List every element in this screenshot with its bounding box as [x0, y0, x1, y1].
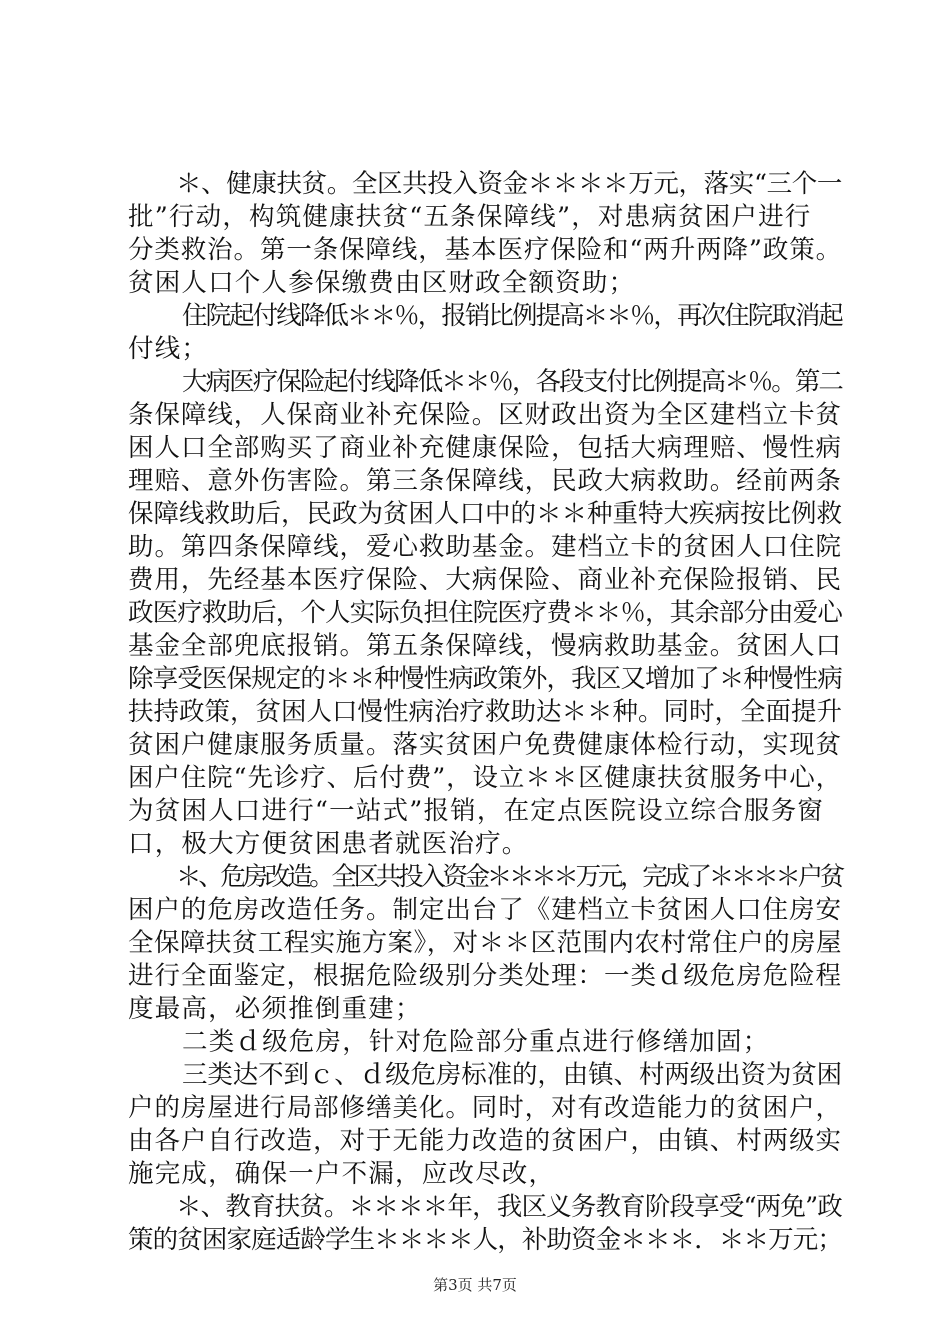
text-line: 困户住院“先诊疗、后付费”，设立＊＊区健康扶贫服务中心， — [128, 763, 842, 793]
text-line: 大病医疗保险起付线降低＊＊％，各段支付比例提高＊％。第二 — [182, 367, 842, 397]
paragraph-education-poverty — [0, 1191, 950, 1257]
text-line: 基金全部兜底报销。第五条保障线，慢病救助基金。贫困人口 — [128, 631, 842, 661]
text-line: 为贫困人口进行“一站式”报销，在定点医院设立综合服务窗 — [128, 796, 824, 826]
text-line: 户的房屋进行局部修缮美化。同时，对有改造能力的贫困户， — [128, 1093, 842, 1123]
text-line: 口，极大方便贫困患者就医治疗。 — [128, 829, 529, 859]
text-line: 除享受医保规定的＊＊种慢性病政策外，我区又增加了＊种慢性病 — [128, 664, 842, 694]
text-line: 批”行动，构筑健康扶贫“五条保障线”，对患病贫困户进行 — [128, 202, 812, 232]
paragraph-hospital-threshold — [0, 300, 950, 366]
paragraph-housing-renovation — [0, 861, 950, 1026]
text-line: 保障线救助后，民政为贫困人口中的＊＊种重特大疾病按比例救 — [128, 499, 842, 529]
text-line: ＊、健康扶贫。全区共投入资金＊＊＊＊万元，落实“三个一 — [176, 169, 842, 199]
text-line: 政医疗救助后，个人实际负担住院医疗费＊＊％，其余部分由爱心 — [128, 598, 842, 628]
text-line: 扶持政策，贫困人口慢性病治疗救助达＊＊种。同时，全面提升 — [128, 697, 842, 727]
paragraph-class-three-housing — [0, 1059, 950, 1191]
text-line: 条保障线，人保商业补充保险。区财政出资为全区建档立卡贫 — [128, 400, 842, 430]
text-line: ＊、危房改造。全区共投入资金＊＊＊＊万元，完成了＊＊＊＊户贫 — [176, 862, 842, 892]
text-line: 二类ｄ级危房，针对危险部分重点进行修缮加固； — [182, 1027, 770, 1057]
text-line: 策的贫困家庭适龄学生＊＊＊＊人，补助资金＊＊＊．＊＊万元； — [128, 1225, 842, 1255]
text-line: 三类达不到ｃ、ｄ级危房标准的，由镇、村两级出资为贫困 — [182, 1060, 842, 1090]
page-number-footer: 第3页 共7页 — [433, 1276, 517, 1294]
text-line: 度最高，必须推倒重建； — [128, 994, 422, 1024]
text-line: 付线； — [128, 334, 209, 364]
text-line: 进行全面鉴定，根据危险级别分类处理：一类ｄ级危房危险程 — [128, 961, 842, 991]
text-line: 贫困人口个人参保缴费由区财政全额资助； — [128, 268, 636, 298]
text-line: 困人口全部购买了商业补充健康保险，包括大病理赔、慢性病 — [128, 433, 842, 463]
text-line: 住院起付线降低＊＊％，报销比例提高＊＊％，再次住院取消起 — [182, 301, 842, 331]
paragraph-health-poverty — [0, 168, 950, 300]
text-line: 理赔、意外伤害险。第三条保障线，民政大病救助。经前两条 — [128, 466, 842, 496]
paragraph-major-illness-insurance — [0, 366, 950, 861]
text-line: 费用，先经基本医疗保险、大病保险、商业补充保险报销、民 — [128, 565, 842, 595]
text-line: 贫困户健康服务质量。落实贫困户免费健康体检行动，实现贫 — [128, 730, 842, 760]
document-body — [0, 168, 950, 1257]
paragraph-class-two-housing — [0, 1026, 950, 1059]
text-line: 施完成，确保一户不漏，应改尽改， — [128, 1159, 556, 1189]
text-line: 分类救治。第一条保障线，基本医疗保险和“两升两降”政策。 — [128, 235, 842, 265]
text-line: ＊、教育扶贫。＊＊＊＊年，我区义务教育阶段享受“两免”政 — [176, 1192, 842, 1222]
text-line: 助。第四条保障线，爱心救助基金。建档立卡的贫困人口住院 — [128, 532, 842, 562]
text-line: 由各户自行改造，对于无能力改造的贫困户，由镇、村两级实 — [128, 1126, 842, 1156]
text-line: 全保障扶贫工程实施方案》，对＊＊区范围内农村常住户的房屋 — [128, 928, 842, 958]
text-line: 困户的危房改造任务。制定出台了《建档立卡贫困人口住房安 — [128, 895, 842, 925]
